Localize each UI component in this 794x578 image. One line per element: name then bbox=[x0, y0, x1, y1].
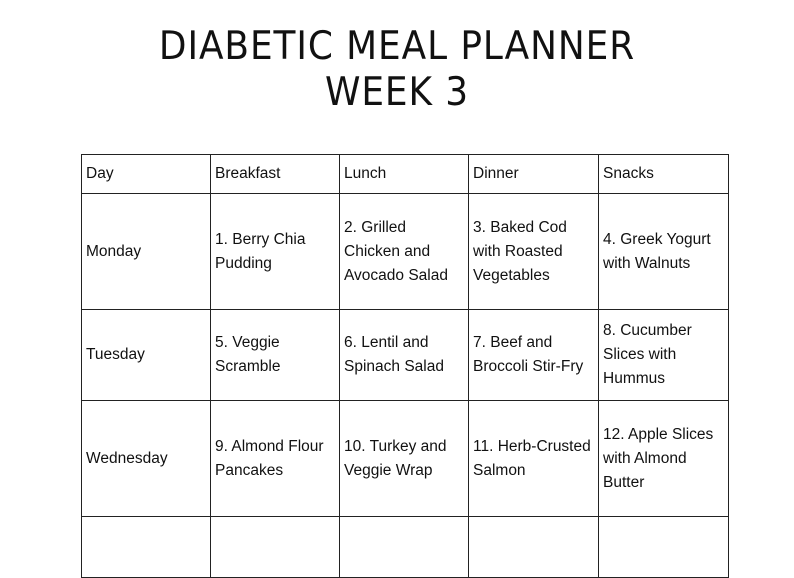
snacks-cell bbox=[599, 517, 729, 578]
day-cell bbox=[82, 517, 211, 578]
day-cell: Tuesday bbox=[82, 310, 211, 401]
meal-planner-table bbox=[81, 154, 729, 578]
snacks-cell: 12. Apple Slices with Almond Butter bbox=[599, 401, 729, 517]
day-cell: Wednesday bbox=[82, 401, 211, 517]
dinner-cell bbox=[469, 517, 599, 578]
header-breakfast: Breakfast bbox=[211, 155, 340, 194]
table-row bbox=[82, 310, 729, 401]
title-line-1: DIABETIC MEAL PLANNER bbox=[158, 24, 636, 69]
lunch-cell: 2. Grilled Chicken and Avocado Salad bbox=[340, 194, 469, 310]
breakfast-cell: 5. Veggie Scramble bbox=[211, 310, 340, 401]
day-cell: Monday bbox=[82, 194, 211, 310]
header-lunch: Lunch bbox=[340, 155, 469, 194]
dinner-cell: 11. Herb-Crusted Salmon bbox=[469, 401, 599, 517]
title-line-2: WEEK 3 bbox=[324, 70, 470, 115]
header-dinner: Dinner bbox=[469, 155, 599, 194]
breakfast-cell: 9. Almond Flour Pancakes bbox=[211, 401, 340, 517]
snacks-cell: 4. Greek Yogurt with Walnuts bbox=[599, 194, 729, 310]
table-row bbox=[82, 401, 729, 517]
header-snacks: Snacks bbox=[599, 155, 729, 194]
breakfast-cell bbox=[211, 517, 340, 578]
breakfast-cell: 1. Berry Chia Pudding bbox=[211, 194, 340, 310]
header-day: Day bbox=[82, 155, 211, 194]
lunch-cell: 6. Lentil and Spinach Salad bbox=[340, 310, 469, 401]
dinner-cell: 3. Baked Cod with Roasted Vegetables bbox=[469, 194, 599, 310]
table-row bbox=[82, 194, 729, 310]
table-header-row bbox=[82, 155, 729, 194]
table-row-partial bbox=[82, 517, 729, 578]
snacks-cell: 8. Cucumber Slices with Hummus bbox=[599, 310, 729, 401]
lunch-cell bbox=[340, 517, 469, 578]
lunch-cell: 10. Turkey and Veggie Wrap bbox=[340, 401, 469, 517]
dinner-cell: 7. Beef and Broccoli Stir-Fry bbox=[469, 310, 599, 401]
page-title bbox=[32, 24, 762, 116]
